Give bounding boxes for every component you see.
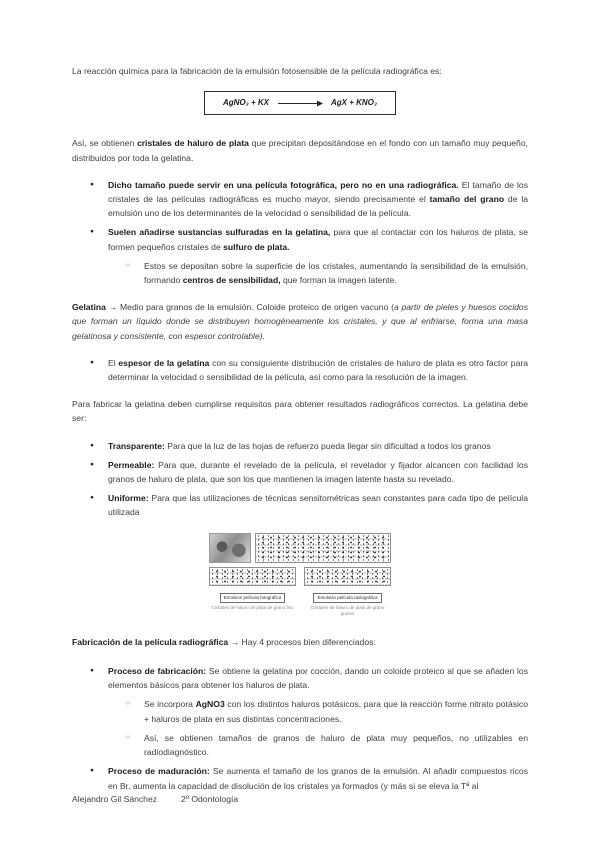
list-item xyxy=(72,764,528,792)
page-footer xyxy=(72,792,238,806)
list-item-text: Proceso de maduración: Se aumenta el tamaño de los granos de la emulsión. Al añadir compuestos ricos en Br, aumenta la capacidad de disolución de los cristales ya formados (y más si se eleva la Tª al xyxy=(108,766,528,791)
list-item xyxy=(72,356,528,384)
list-item-text: Se incorpora AgNO3 con los distintos haluros potásicos, para que la reacción forme nitrato potásico + haluros de plata en sus distintas concentraciones. xyxy=(144,699,529,724)
figure-caption-left: Cristales de haluro de plata de grano fino xyxy=(211,604,294,610)
bullet-icon: ● xyxy=(90,441,94,449)
figure-caption-right: Cristales de haluro de plata de grano grueso xyxy=(310,604,385,616)
bullet-icon: ● xyxy=(90,494,94,502)
reaction-formula xyxy=(72,91,528,115)
figure-label-left: Emulsión película fotográfica xyxy=(220,593,286,603)
footer-author: Alejandro Gil Sánchez xyxy=(72,794,158,804)
figure-left-column xyxy=(209,567,296,617)
formula-reactants: AgNO₃ + KX xyxy=(222,98,269,108)
list-item-text: Estos se depositan sobre la superficie de los cristales, aumentando la sensibilidad de la emulsión, formando centros de sensibilidad, que forman la imagen latente. xyxy=(144,260,528,286)
list-item-text: Permeable: Para que, durante el revelado de la película, el revelador y fijador alcancen con facilidad los granos de haluro de plata, que son los que mantienen la imagen latente hasta su revelado. xyxy=(108,459,528,485)
list-item-text: Transparente: Para que la luz de las hojas de refuerzo pueda llegar sin dificultad a todos los granos xyxy=(108,440,491,451)
bullet-icon: ● xyxy=(90,358,94,366)
list-item-text: Uniforme: Para que las utilizaciones de técnicas sensitométricas sean constantes para cada tipo de película utilizada xyxy=(108,493,528,518)
gelatin-list xyxy=(72,356,528,384)
bullet-icon: ● xyxy=(90,228,94,236)
bullet-icon: ● xyxy=(90,767,94,775)
list-subitem xyxy=(72,259,528,287)
figure-emulsion-images xyxy=(209,533,391,617)
document-content xyxy=(72,64,528,806)
list-item xyxy=(72,178,528,221)
list-item xyxy=(72,439,528,453)
figure-right-column xyxy=(304,567,391,617)
list-item-text: Dicho tamaño puede servir en una película fotográfica, pero no en una radiográfica. El tamaño de los cristales de las películas radiográficas es mucho mayor, siendo precisamente el tamaño del grano de la emulsión uno de los determinantes de la velocidad o sensibilidad de la película. xyxy=(108,179,529,219)
fabrication-paragraph: Fabricación de la película radiográfica → Hay 4 procesos bien diferenciados: xyxy=(72,636,376,647)
figure-crystal-panel-left xyxy=(209,567,296,586)
requirements-list xyxy=(72,439,528,520)
gelatin-paragraph: Gelatina → Medio para granos de la emulsión. Coloide proteico de origen vacuno (a partir de pieles y huesos cocidos que forman un líquido donde se distribuyen homogéneamente los cristales, y que al enfriarse, forma una masa gelatinosa y consistente, con espesor controlable). xyxy=(72,302,529,341)
bullet-icon: ● xyxy=(90,180,94,188)
circle-bullet-icon: ○ xyxy=(126,733,130,741)
footer-course: 2º Odontología xyxy=(181,794,239,804)
list-subitem xyxy=(72,697,528,725)
fabrication-list xyxy=(72,664,528,793)
requirements-paragraph: Para fabricar la gelatina deben cumplirse requisitos para obtener resultados radiográficos correctos. La gelatina debe ser: xyxy=(72,399,528,424)
list-item xyxy=(72,491,528,519)
figure-bottom-row xyxy=(209,567,391,617)
crystals-paragraph: Así, se obtienen cristales de haluro de plata que precipitan depositándose en el fondo con un tamaño muy pequeño, distribuidos por toda la gelatina. xyxy=(72,138,528,163)
reaction-formula-box xyxy=(204,91,396,115)
list-item xyxy=(72,664,528,692)
figure-crystal-panel-top xyxy=(255,533,391,563)
list-subitem xyxy=(72,731,528,759)
list-item-text: Proceso de fabricación: Se obtiene la gelatina por cocción, dando un coloide proteico al que se añaden los elementos básicos para obtener los haluros de plata. xyxy=(108,666,528,691)
list-item-text: El espesor de la gelatina con su consiguiente distribución de cristales de haluro de plata es otro factor para determinar la velocidad o sensibilidad de la película, así como para la resolución de la imagen. xyxy=(108,357,528,383)
right-arrow-icon xyxy=(277,99,323,108)
bullet-icon: ● xyxy=(90,667,94,675)
formula-products: AgX + KNO₃ xyxy=(331,98,378,108)
list-item-text: Así, se obtienen tamaños de granos de haluro de plata muy pequeños, no utilizables en radiodiagnóstico. xyxy=(144,732,528,758)
bullet-icon: ● xyxy=(90,460,94,468)
figure-label-right: Emulsión película radiográfica xyxy=(313,593,381,603)
crystals-list xyxy=(72,178,528,287)
circle-bullet-icon: ○ xyxy=(126,700,130,708)
intro-paragraph: La reacción química para la fabricación de la emulsión fotosensible de la película radiográfica es: xyxy=(72,66,442,76)
figure-top-row xyxy=(209,533,391,563)
list-item-text: Suelen añadirse sustancias sulfuradas en la gelatina, para que al contactar con los haluros de plata, se formen pequeños cristales de sulfuro de plata. xyxy=(108,227,529,252)
list-item xyxy=(72,225,528,253)
figure-photo-thumbnail xyxy=(209,533,251,563)
list-item xyxy=(72,458,528,486)
circle-bullet-icon: ○ xyxy=(126,261,130,269)
figure-crystal-panel-right xyxy=(304,567,391,586)
